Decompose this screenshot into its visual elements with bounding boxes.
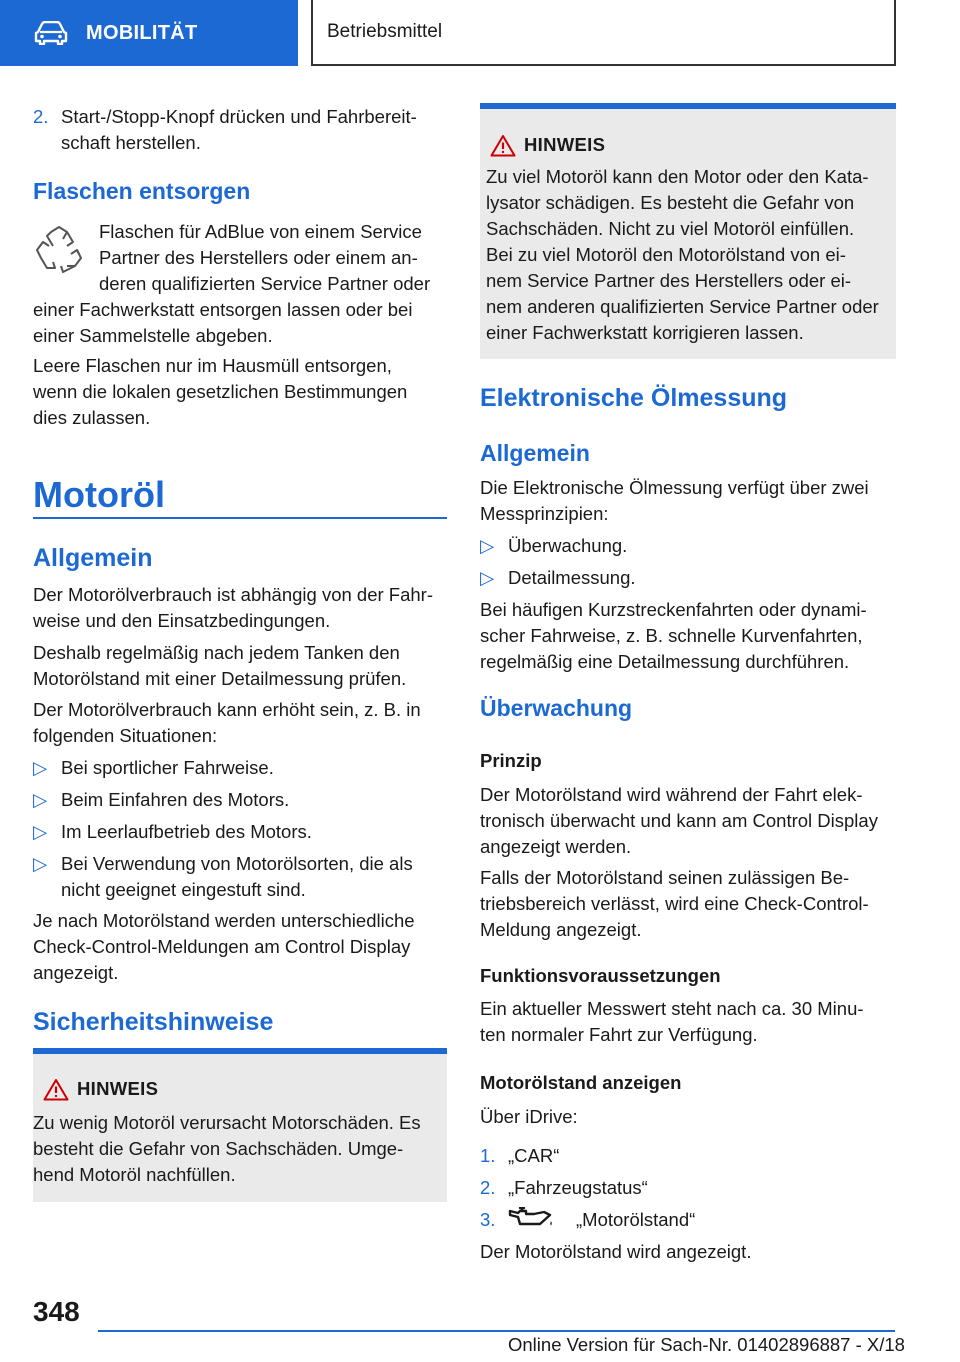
notice-text: nem Service Partner des Herstellers oder ei- (486, 270, 852, 291)
heading-rule (33, 517, 447, 519)
paragraph: tronisch überwacht und kann am Control Display (480, 810, 878, 831)
notice-text: hend Motoröl nachfüllen. (33, 1164, 236, 1185)
paragraph: folgenden Situationen: (33, 725, 218, 746)
page-header (0, 0, 960, 66)
bullet-text: Beim Einfahren des Motors. (61, 789, 290, 810)
step-text[interactable]: „CAR“ (508, 1145, 560, 1166)
paragraph: Leere Flaschen nur im Hausmüll entsorgen, (33, 355, 392, 376)
bullet-icon: ▷ (33, 853, 48, 874)
paragraph: Der Motorölverbrauch ist abhängig von der Fahr- (33, 584, 433, 605)
step-text: Start-/Stopp-Knopf drücken und Fahrbereit- (61, 106, 417, 127)
notice-text: Bei zu viel Motoröl den Motorölstand von ei- (486, 244, 846, 265)
paragraph: Die Elektronische Ölmessung verfügt über zwei (480, 477, 869, 498)
paragraph: Ein aktueller Messwert steht nach ca. 30 Minu- (480, 998, 864, 1019)
paragraph: einer Sammelstelle abgeben. (33, 325, 273, 346)
bullet-text: Bei sportlicher Fahrweise. (61, 757, 274, 778)
paragraph: scher Fahrweise, z. B. schnelle Kurvenfahrten, (480, 625, 863, 646)
car-icon (34, 21, 68, 45)
chapter-title: Betriebsmittel (327, 21, 443, 42)
oil-can-icon (508, 1207, 554, 1231)
paragraph: einer Fachwerkstatt entsorgen lassen oder bei (33, 299, 413, 320)
paragraph: Der Motorölstand wird während der Fahrt elek- (480, 784, 863, 805)
paragraph: Je nach Motorölstand werden unterschiedliche (33, 910, 415, 931)
paragraph: dies zulassen. (33, 407, 151, 428)
heading-funktionsvoraussetzungen: Funktionsvoraussetzungen (480, 965, 721, 986)
page-number: 348 (33, 1296, 80, 1327)
heading-allgemein: Allgemein (480, 440, 590, 466)
online-version-note: Online Version für Sach-Nr. 01402896887 - X/18 (508, 1334, 905, 1355)
paragraph: Partner des Herstellers oder einem an- (99, 247, 418, 268)
step-number: 1. (480, 1145, 496, 1166)
warning-icon (490, 134, 516, 157)
notice-text: Zu viel Motoröl kann den Motor oder den Kata- (486, 166, 869, 187)
chapter-tab[interactable] (311, 0, 896, 66)
paragraph: Deshalb regelmäßig nach jedem Tanken den (33, 642, 400, 663)
paragraph: Check-Control-Meldungen am Control Display (33, 936, 411, 957)
paragraph: Der Motorölstand wird angezeigt. (480, 1241, 752, 1262)
notice-text: lysator schädigen. Es besteht die Gefahr von (486, 192, 855, 213)
recycle-icon (33, 224, 85, 276)
heading-sicherheitshinweise: Sicherheitshinweise (33, 1008, 274, 1036)
bullet-icon: ▷ (33, 757, 48, 778)
paragraph: triebsbereich verlässt, wird eine Check-Control- (480, 893, 869, 914)
bullet-icon: ▷ (33, 789, 48, 810)
bullet-text: Überwachung. (508, 535, 628, 556)
section-tab[interactable] (0, 0, 298, 66)
notice-title: HINWEIS (524, 134, 606, 155)
paragraph: wenn die lokalen gesetzlichen Bestimmungen (33, 381, 408, 402)
warning-icon (43, 1078, 69, 1101)
step-number: 2. (33, 106, 49, 127)
paragraph: Bei häufigen Kurzstreckenfahrten oder dynami- (480, 599, 867, 620)
heading-motoroelstand-anzeigen: Motorölstand anzeigen (480, 1072, 682, 1093)
bullet-text: Bei Verwendung von Motorölsorten, die als (61, 853, 413, 874)
paragraph: Über iDrive: (480, 1106, 578, 1127)
bullet-text: nicht geeignet eingestuft sind. (61, 879, 306, 900)
notice-text: Zu wenig Motoröl verursacht Motorschäden. Es (33, 1112, 421, 1133)
notice-text: einer Fachwerkstatt korrigieren lassen. (486, 322, 804, 343)
notice-text: besteht die Gefahr von Sachschäden. Umge- (33, 1138, 404, 1159)
paragraph: Falls der Motorölstand seinen zulässigen Be- (480, 867, 850, 888)
notice-text: nem anderen qualifizierten Service Partner oder (486, 296, 879, 317)
bullet-icon: ▷ (480, 567, 495, 588)
paragraph: regelmäßig eine Detailmessung durchführen. (480, 651, 850, 672)
notice-text: Sachschäden. Nicht zu viel Motoröl einfüllen. (486, 218, 855, 239)
step-text: schaft herstellen. (61, 132, 201, 153)
step-text[interactable]: „Fahrzeugstatus“ (508, 1177, 648, 1198)
step-number: 3. (480, 1209, 496, 1230)
step-number: 2. (480, 1177, 496, 1198)
paragraph: ten normaler Fahrt zur Verfügung. (480, 1024, 758, 1045)
paragraph: angezeigt werden. (480, 836, 632, 857)
paragraph: Flaschen für AdBlue von einem Service (99, 221, 422, 242)
heading-allgemein: Allgemein (33, 544, 153, 572)
paragraph: deren qualifizierten Service Partner oder (99, 273, 431, 294)
step-text[interactable]: „Motorölstand“ (576, 1209, 696, 1230)
footer-rule (98, 1330, 895, 1332)
paragraph: Messprinzipien: (480, 503, 609, 524)
paragraph: Meldung angezeigt. (480, 919, 642, 940)
notice-box (480, 103, 896, 359)
heading-motoroel: Motoröl (33, 474, 165, 515)
notice-box (33, 1048, 447, 1202)
bullet-text: Im Leerlaufbetrieb des Motors. (61, 821, 312, 842)
section-title: MOBILITÄT (86, 21, 198, 44)
bullet-text: Detailmessung. (508, 567, 636, 588)
notice-title: HINWEIS (77, 1078, 159, 1099)
bullet-icon: ▷ (480, 535, 495, 556)
paragraph: Der Motorölverbrauch kann erhöht sein, z. B. in (33, 699, 421, 720)
bullet-icon: ▷ (33, 821, 48, 842)
heading-ueberwachung: Überwachung (480, 695, 633, 721)
paragraph: weise und den Einsatzbedingungen. (33, 610, 331, 631)
paragraph: Motorölstand mit einer Detailmessung prüfen. (33, 668, 407, 689)
paragraph: angezeigt. (33, 962, 119, 983)
heading-prinzip: Prinzip (480, 750, 542, 771)
heading-flaschen: Flaschen entsorgen (33, 178, 251, 204)
heading-elektronische-oelmessung: Elektronische Ölmessung (480, 384, 788, 412)
